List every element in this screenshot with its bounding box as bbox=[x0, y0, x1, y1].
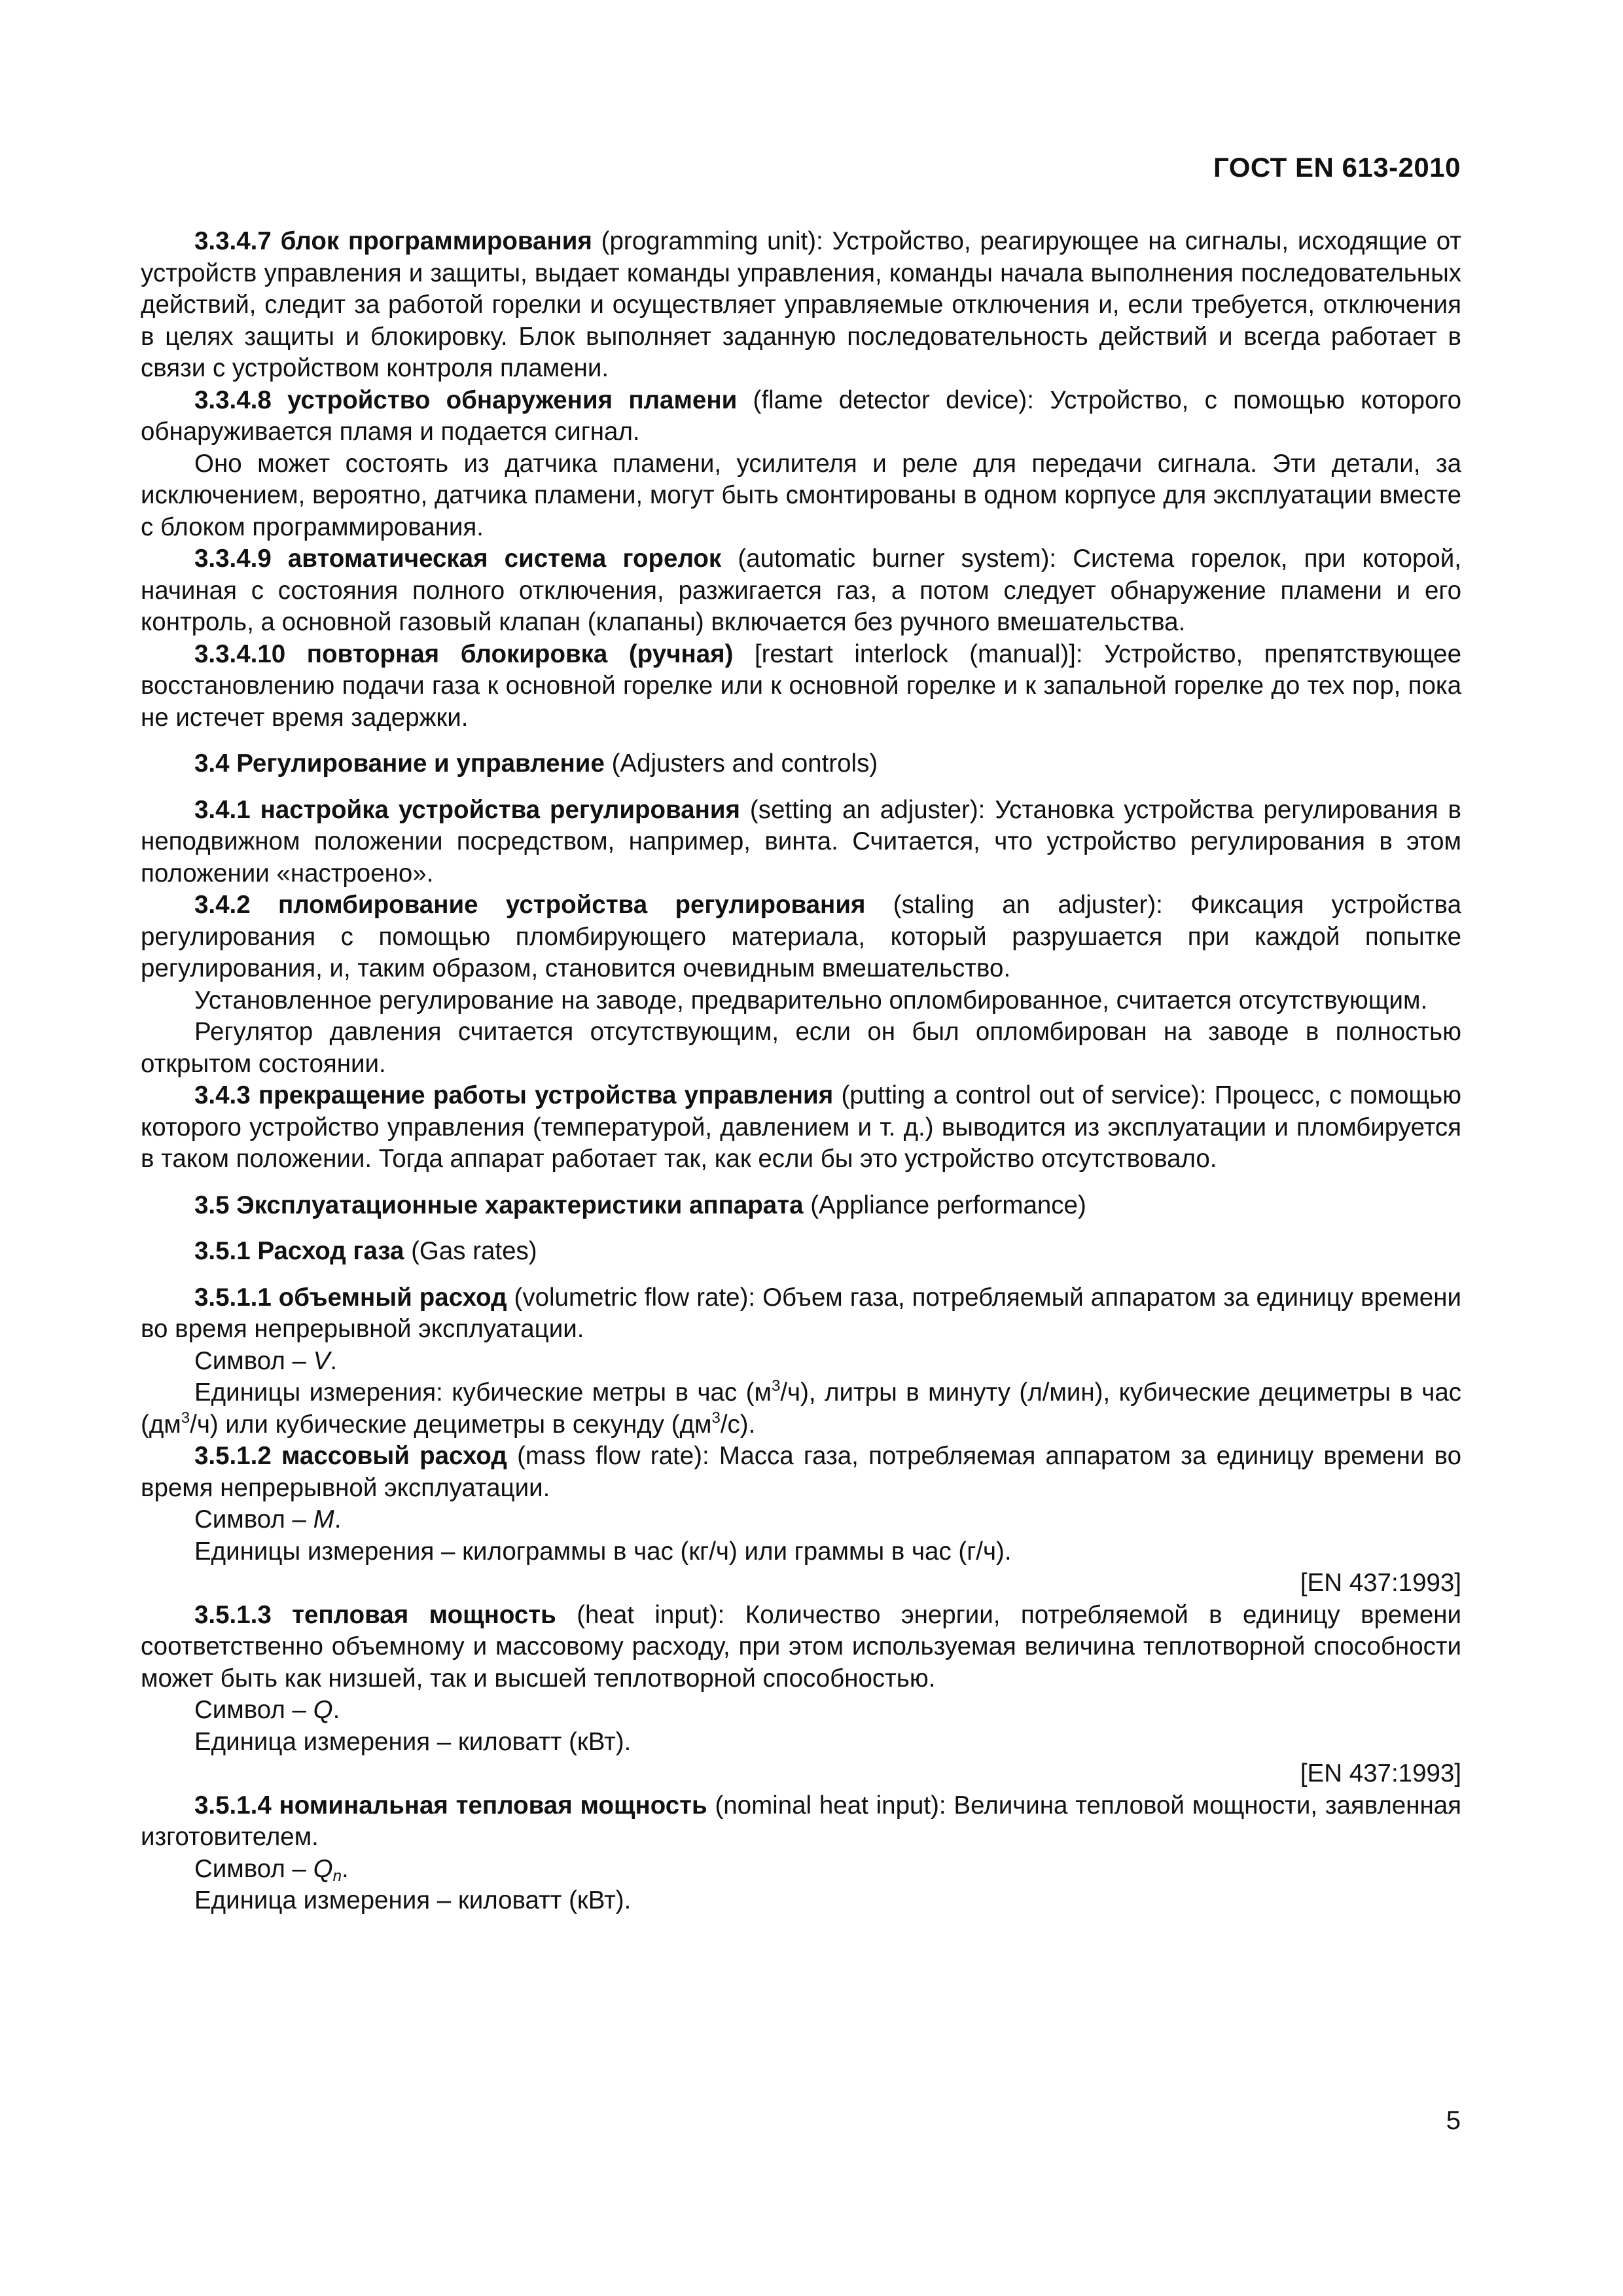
paragraph-3-4-3 bbox=[141, 1080, 1461, 1175]
definition-text: (programming unit): Устройство, реагирующее на сигналы, исходящие от устройств управления и защиты, выдает команды управления, команды начала выполнения последовательных действий, следит за работой горелки и осуществляет управляемые отключения и, если требуется, отключения в целях защиты и блокировку. Блок выполняет заданную последовательность действий и всегда работает в связи с устройством контроля пламени. bbox=[141, 227, 1461, 382]
units-text: /ч) или кубические дециметры в секунду (дм bbox=[190, 1410, 712, 1439]
term-heading: 3.5.1.2 массовый расход bbox=[194, 1442, 507, 1470]
section-heading-3-4 bbox=[141, 748, 1461, 780]
term-heading: 3.4.2 пломбирование устройства регулирования bbox=[194, 891, 866, 919]
units-text: /ч), литры в минуту (л/мин), кубические дециметры в час (дм bbox=[141, 1378, 1461, 1439]
units-line bbox=[141, 1377, 1461, 1441]
section-title: 3.5.1 Расход газа bbox=[194, 1237, 404, 1265]
section-title-english: (Gas rates) bbox=[404, 1237, 537, 1265]
document-header: ГОСТ EN 613-2010 bbox=[1213, 152, 1461, 183]
section-heading-3-5 bbox=[141, 1190, 1461, 1222]
reference-citation: [EN 437:1993] bbox=[1300, 1569, 1461, 1597]
document-body bbox=[141, 226, 1461, 1917]
paragraph-3-5-1-2 bbox=[141, 1441, 1461, 1504]
symbol-label: Символ – bbox=[194, 1696, 313, 1724]
paragraph-note: Оно может состоять из датчика пламени, усилителя и реле для передачи сигнала. Эти детали, за исключением, вероятно, датчика пламени, могут быть смонтированы в одном корпусе для эксплуатации вместе с блоком программирования. bbox=[141, 449, 1461, 541]
term-heading: 3.5.1.1 объемный расход bbox=[194, 1283, 507, 1312]
term-heading: 3.5.1.3 тепловая мощность bbox=[194, 1600, 556, 1629]
definition-text: (flame detector device): Устройство, с помощью которого обнаруживается пламя и подается сигнал. bbox=[141, 386, 1461, 446]
term-heading: 3.3.4.10 повторная блокировка (ручная) bbox=[194, 639, 734, 668]
symbol-value: M bbox=[313, 1505, 334, 1534]
term-heading: 3.5.1.4 номинальная тепловая мощность bbox=[194, 1791, 707, 1820]
symbol-label: Символ – bbox=[194, 1505, 313, 1534]
term-heading: 3.4.1 настройка устройства регулирования bbox=[194, 795, 740, 824]
term-heading: 3.4.3 прекращение работы устройства управления bbox=[194, 1081, 834, 1109]
symbol-suffix: . bbox=[332, 1696, 340, 1724]
superscript: 3 bbox=[771, 1377, 781, 1395]
symbol-suffix: . bbox=[341, 1854, 349, 1883]
symbol-suffix: . bbox=[330, 1346, 338, 1375]
symbol-label: Символ – bbox=[194, 1854, 313, 1883]
paragraph-note: Установленное регулирование на заводе, предварительно опломбированное, считается отсутствующим. bbox=[194, 986, 1428, 1014]
symbol-line bbox=[141, 1346, 1461, 1378]
superscript: 3 bbox=[181, 1408, 190, 1427]
definition-text: (heat input): Количество энергии, потребляемой в единицу времени соответственно объемному и массовому расходу, при этом используемая величина теплотворной способности может быть как низшей, так и высшей теплотворной способностью. bbox=[141, 1600, 1461, 1693]
section-title: 3.4 Регулирование и управление bbox=[194, 749, 605, 778]
paragraph-3-5-1-1 bbox=[141, 1282, 1461, 1346]
definition-text: (putting a control out of service): Процесс, с помощью которого устройство управления (температурой, давлением и т. д.) выводится из эксплуатации и пломбируется в таком положении. Тогда аппарат работает так, как если бы это устройство отсутствовало. bbox=[141, 1081, 1462, 1173]
units-line: Единицы измерения – килограммы в час (кг/ч) или граммы в час (г/ч). bbox=[194, 1537, 1012, 1566]
definition-text: (volumetric flow rate): Объем газа, потребляемый аппаратом за единицу времени во время непрерывной эксплуатации. bbox=[141, 1283, 1461, 1343]
units-text: /с). bbox=[720, 1410, 756, 1439]
paragraph-3-3-4-10 bbox=[141, 639, 1461, 734]
term-heading: 3.3.4.9 автоматическая система горелок bbox=[194, 545, 722, 573]
symbol-line bbox=[141, 1504, 1461, 1536]
term-heading: 3.3.4.8 устройство обнаружения пламени bbox=[194, 386, 738, 414]
paragraph-3-3-4-9 bbox=[141, 543, 1461, 639]
symbol-line bbox=[141, 1854, 1461, 1886]
paragraph-3-5-1-3 bbox=[141, 1600, 1461, 1695]
symbol-value: V bbox=[313, 1346, 330, 1375]
definition-text: (automatic burner system): Система горелок, при которой, начиная с состояния полного отключения, разжигается газ, а потом следует обнаружение пламени и его контроль, а основной газовый клапан (клапаны) включается без ручного вмешательства. bbox=[141, 545, 1461, 636]
symbol-label: Символ – bbox=[194, 1346, 313, 1375]
section-title-english: (Appliance performance) bbox=[803, 1191, 1086, 1219]
symbol-line bbox=[141, 1695, 1461, 1727]
reference-citation: [EN 437:1993] bbox=[1300, 1759, 1461, 1787]
units-line: Единица измерения – киловатт (кВт). bbox=[194, 1727, 632, 1756]
symbol-suffix: . bbox=[334, 1505, 342, 1534]
superscript: 3 bbox=[711, 1408, 721, 1427]
paragraph-3-3-4-8 bbox=[141, 385, 1461, 448]
units-text: Единицы измерения: кубические метры в час (м bbox=[194, 1378, 772, 1407]
term-heading: 3.3.4.7 блок программирования bbox=[194, 227, 592, 255]
paragraph-3-4-1 bbox=[141, 795, 1461, 890]
definition-text: (nominal heat input): Величина тепловой мощности, заявленная изготовителем. bbox=[141, 1791, 1461, 1851]
definition-text: (setting an adjuster): Установка устройства регулирования в неподвижном положении посредством, например, винта. Считается, что устройство регулирования в этом положении «настроено». bbox=[141, 795, 1461, 888]
page-number: 5 bbox=[1446, 2106, 1461, 2135]
paragraph-note: Регулятор давления считается отсутствующим, если он был опломбирован на заводе в полностью открытом состоянии. bbox=[141, 1018, 1461, 1078]
definition-text: [restart interlock (manual)]: Устройство, препятствующее восстановлению подачи газа к основной горелке или к основной горелке и к запальной горелке до тех пор, пока не истечет время задержки. bbox=[141, 639, 1461, 732]
paragraph-3-4-2 bbox=[141, 889, 1461, 985]
section-title: 3.5 Эксплуатационные характеристики аппарата bbox=[194, 1191, 804, 1219]
symbol-value: Q bbox=[313, 1854, 333, 1883]
paragraph-3-3-4-7 bbox=[141, 226, 1461, 385]
symbol-value: Q bbox=[313, 1696, 333, 1724]
definition-text: (mass flow rate): Масса газа, потребляемая аппаратом за единицу времени во время непрерывной эксплуатации. bbox=[141, 1442, 1461, 1502]
section-title-english: (Adjusters and controls) bbox=[604, 749, 878, 778]
subscript: n bbox=[332, 1867, 342, 1885]
section-heading-3-5-1 bbox=[141, 1236, 1461, 1268]
paragraph-3-5-1-4 bbox=[141, 1790, 1461, 1854]
definition-text: (staling an adjuster): Фиксация устройства регулирования с помощью пломбирующего материала, который разрушается при каждой попытке регулирования, и, таким образом, становится очевидным вмешательство. bbox=[141, 891, 1461, 982]
units-line: Единица измерения – киловатт (кВт). bbox=[194, 1886, 632, 1914]
